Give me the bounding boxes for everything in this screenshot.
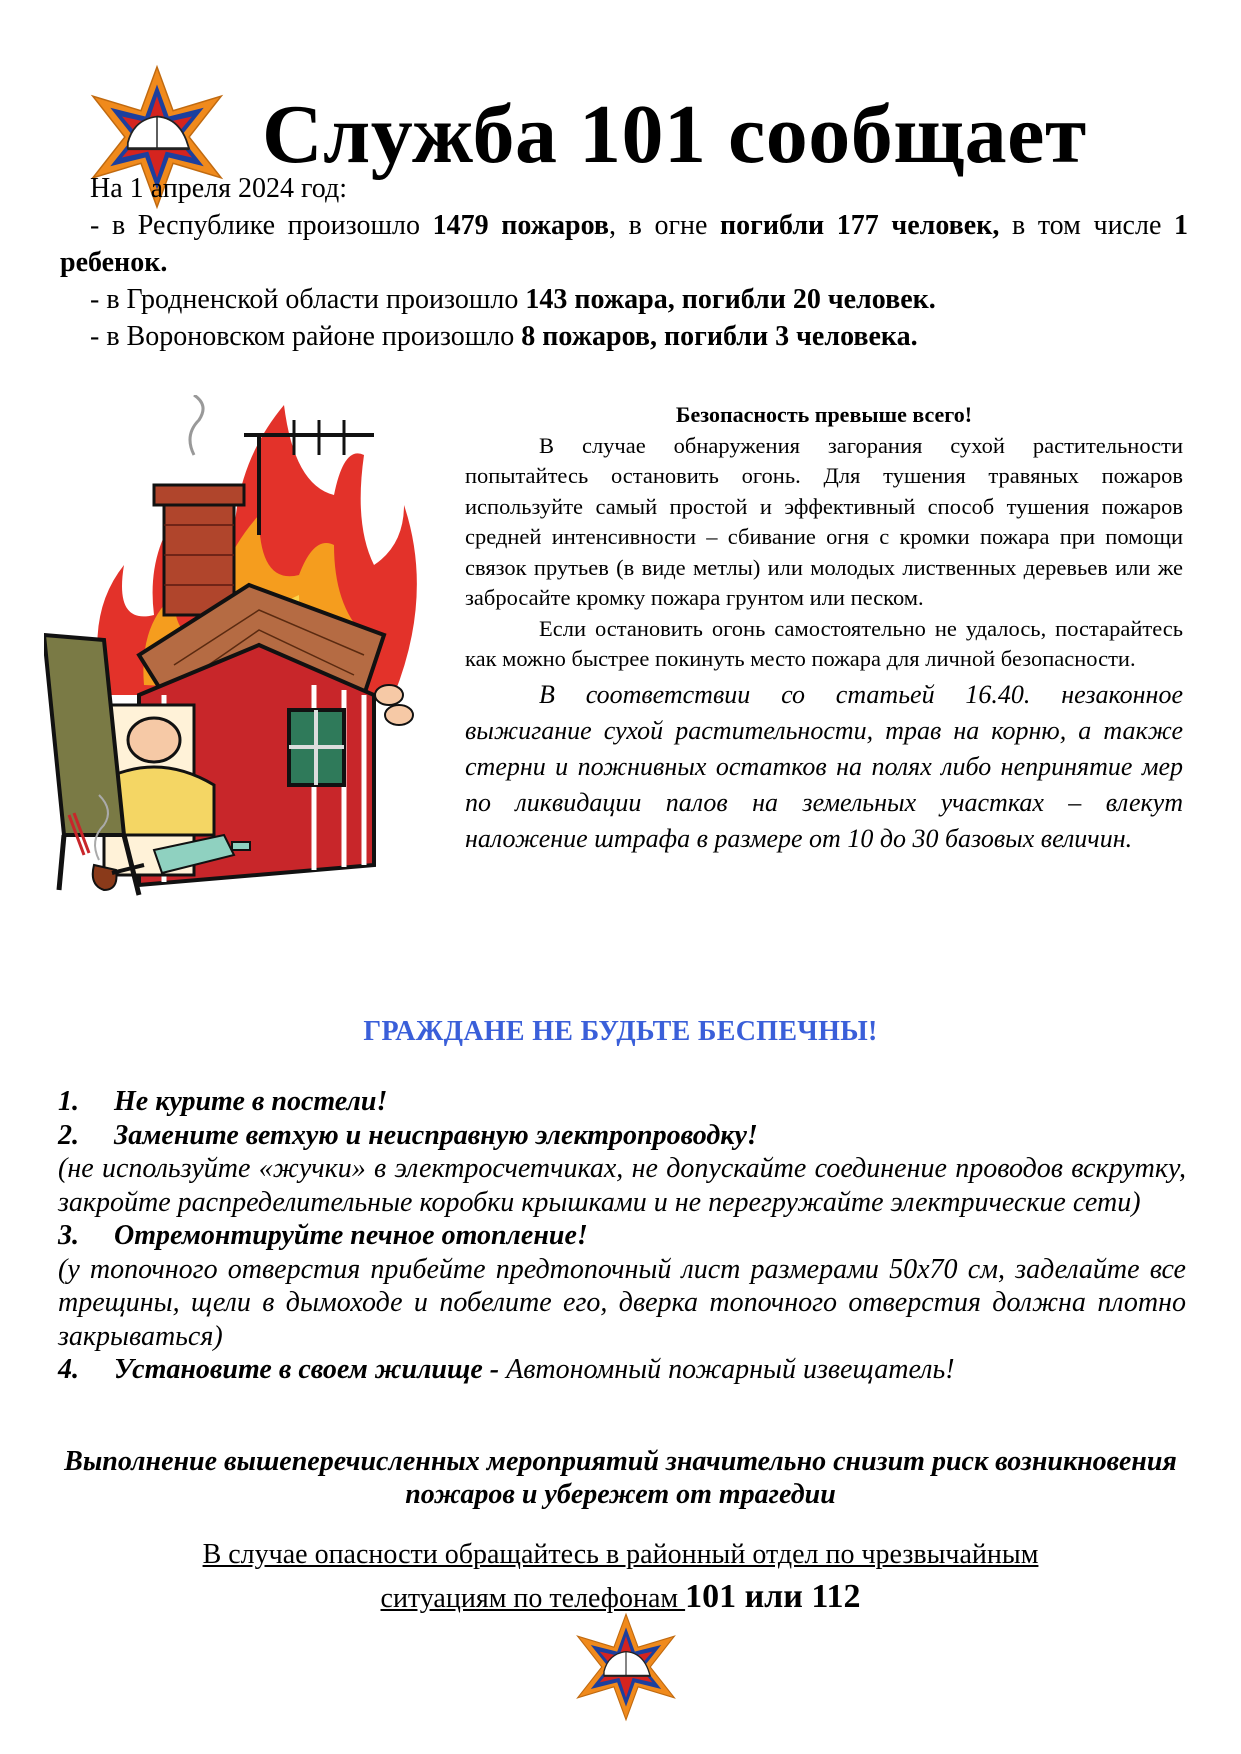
header: [0, 36, 1241, 186]
safety-title: Безопасность превыше всего!: [675, 402, 973, 427]
rules-list: [58, 1085, 1186, 1387]
rule-3-note: (у топочного отверстия прибейте предтопочный лист размерами 50х70 см, заделайте все трещины, щели в дымоходе и побелите его, дверка топочного отверстия должна плотно закрываться): [58, 1253, 1186, 1352]
phone-numbers: 101 или 112: [685, 1578, 861, 1615]
safety-paragraph-1: В случае обнаружения загорания сухой растительности попытайтесь остановить огонь. Для тушения травяных пожаров используйте самый простой и эффективный способ тушения пожаров средней интенсивности – сбивание огня с кромки пожара при помощи связок прутьев (в виде метлы) или молодых лиственных деревьев или же забросайте кромку пожара грунтом или песком.: [465, 432, 1183, 610]
rule-4: 4. Установите в своем жилище - Автономный пожарный извещатель!: [58, 1354, 955, 1385]
safety-section: [465, 400, 1183, 857]
law-paragraph: В соответствии со статьей 16.40. незаконное выжигание сухой растительности, трав на корню, а также стерни и пожнивных остатков на полях либо непринятие мер по ликвидации палов на земельных участках – влекут наложение штрафа в размере от 10 до 30 базовых величин.: [465, 679, 1183, 853]
rule-1: 1. Не курите в постели!: [58, 1086, 388, 1117]
summary-text: Выполнение вышеперечисленных мероприятий значительно снизит риск возникновения пожаров и убережет от трагедии: [64, 1446, 1177, 1510]
contact-line-1: В случае опасности обращайтесь в районный отдел по чрезвычайным: [202, 1539, 1039, 1570]
mchs-emblem-icon: [571, 1612, 681, 1722]
burning-house-illustration: [44, 395, 444, 950]
contact-info: [0, 1534, 1241, 1620]
page-title: Служба 101 сообщает: [262, 88, 1087, 181]
contact-line-2: ситуациям по телефонам 101 или 112: [380, 1578, 861, 1615]
stats-voronovo: - в Вороновском районе произошло 8 пожаров, погибли 3 человека.: [90, 321, 918, 352]
stats-grodno: - в Гродненской области произошло 143 пожара, погибли 20 человек.: [90, 284, 936, 315]
safety-paragraph-2: Если остановить огонь самостоятельно не удалось, постарайтесь как можно быстрее покинуть место пожара для личной безопасности.: [465, 615, 1183, 671]
warning-heading: ГРАЖДАНЕ НЕ БУДЬТЕ БЕСПЕЧНЫ!: [363, 1016, 878, 1047]
fire-statistics: [60, 170, 1188, 355]
rule-2: 2. Замените ветхую и неисправную электропроводку!: [58, 1119, 758, 1151]
stats-republic: - в Республике произошло 1479 пожаров, в огне погибли 177 человек, в том числе 1 ребенок.: [60, 210, 1189, 278]
rule-2-note: (не используйте «жучки» в электросчетчиках, не допускайте соединение проводов вскрутку, закройте распределительные коробки крышками и не перегружайте электрические сети): [58, 1153, 1186, 1218]
stats-intro: На 1 апреля 2024 год:: [90, 173, 347, 204]
rule-3: 3. Отремонтируйте печное отопление!: [58, 1220, 588, 1251]
